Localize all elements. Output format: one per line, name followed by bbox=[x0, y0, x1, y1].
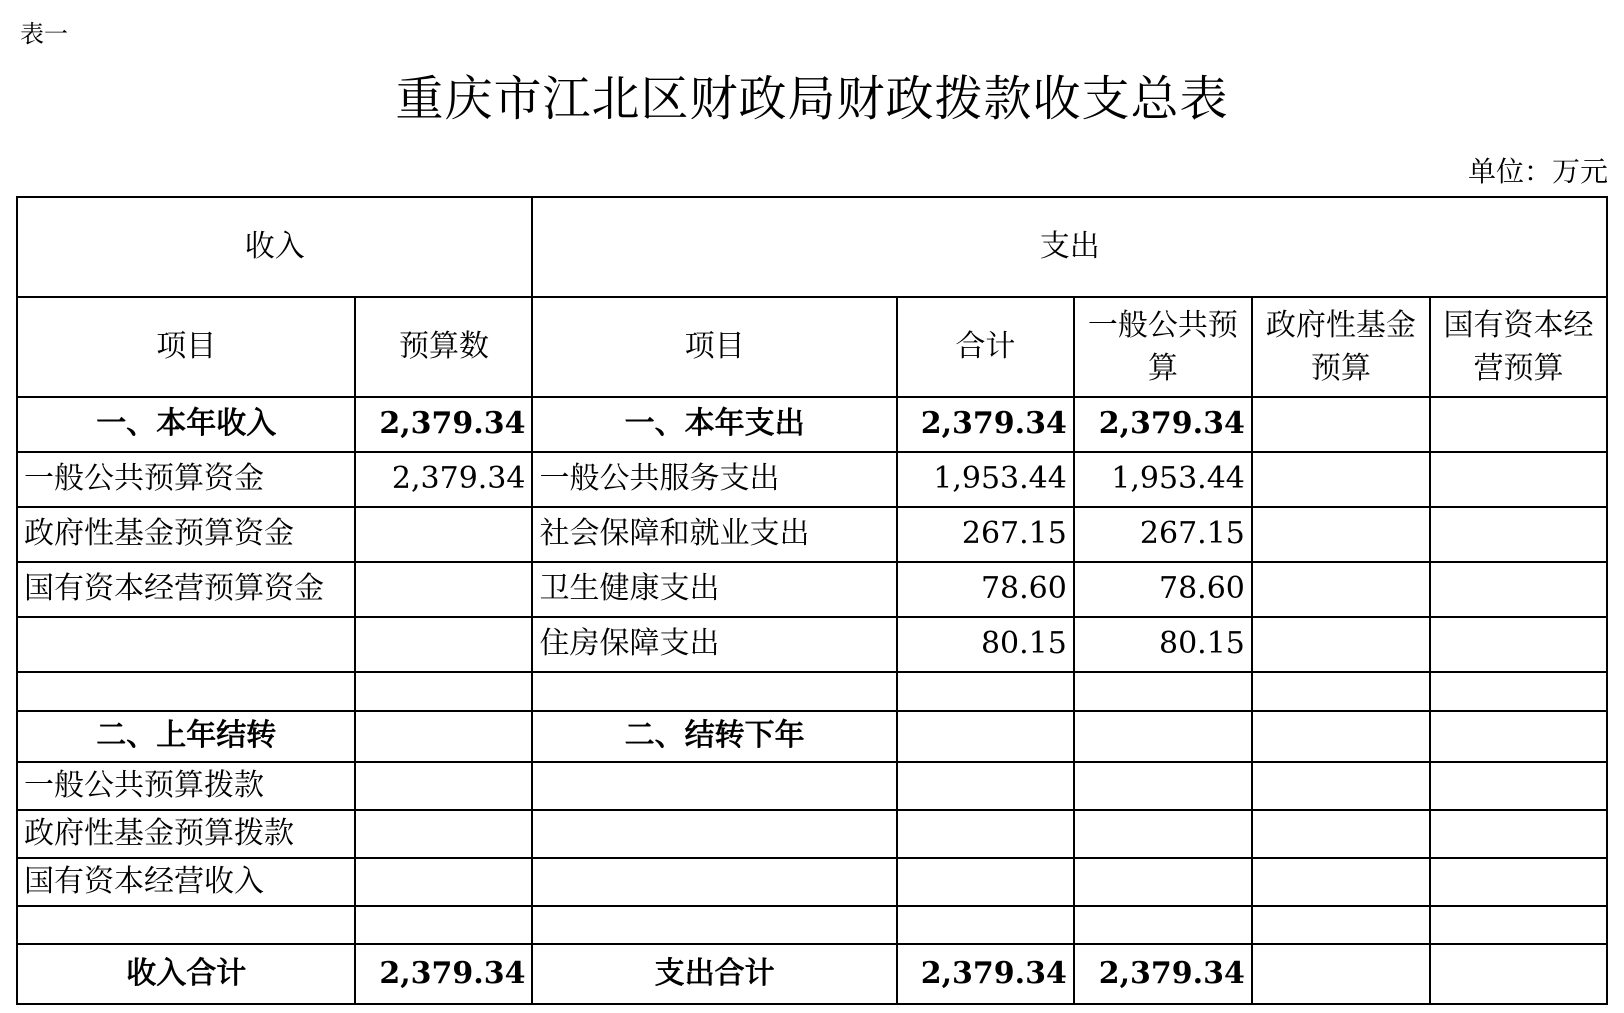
income-item-cell: 二、上年结转 bbox=[17, 711, 355, 762]
table-row bbox=[17, 452, 1607, 507]
expense-general-cell bbox=[1074, 672, 1252, 711]
page-title: 重庆市江北区财政局财政拨款收支总表 bbox=[395, 71, 1229, 127]
expense-item-cell bbox=[532, 672, 896, 711]
table-row bbox=[17, 397, 1607, 452]
expense-state-cell bbox=[1430, 507, 1607, 562]
income-value-cell bbox=[355, 810, 532, 858]
budget-amount-header: 预算数 bbox=[355, 297, 532, 397]
expense-general-cell bbox=[1074, 858, 1252, 906]
expense-gov-cell bbox=[1252, 810, 1430, 858]
expense-state-cell bbox=[1430, 562, 1607, 617]
income-value-cell: 2,379.34 bbox=[355, 452, 532, 507]
expense-item-header: 项目 bbox=[532, 297, 896, 397]
income-item-cell: 一、本年收入 bbox=[17, 397, 355, 452]
expense-gov-cell bbox=[1252, 672, 1430, 711]
expense-total-cell bbox=[897, 762, 1074, 810]
expense-section-header: 支出 bbox=[532, 197, 1607, 297]
expense-total-label: 支出合计 bbox=[532, 944, 896, 1004]
expense-state-cell bbox=[1430, 617, 1607, 672]
expense-gov-total bbox=[1252, 944, 1430, 1004]
income-value-cell bbox=[355, 672, 532, 711]
expense-total-cell bbox=[897, 858, 1074, 906]
expense-total-cell: 1,953.44 bbox=[897, 452, 1074, 507]
expense-general-cell bbox=[1074, 810, 1252, 858]
expense-item-cell: 社会保障和就业支出 bbox=[532, 507, 896, 562]
expense-total-cell bbox=[897, 672, 1074, 711]
table-row bbox=[17, 906, 1607, 944]
table-number: 表一 bbox=[20, 20, 68, 48]
expense-item-cell bbox=[532, 762, 896, 810]
expense-state-cell bbox=[1430, 762, 1607, 810]
income-value-cell bbox=[355, 762, 532, 810]
income-section-header: 收入 bbox=[17, 197, 532, 297]
income-total-label: 收入合计 bbox=[17, 944, 355, 1004]
expense-state-cell bbox=[1430, 452, 1607, 507]
expense-gov-cell bbox=[1252, 452, 1430, 507]
expense-state-cell bbox=[1430, 906, 1607, 944]
expense-total-value: 2,379.34 bbox=[897, 944, 1074, 1004]
income-item-cell bbox=[17, 906, 355, 944]
income-value-cell bbox=[355, 562, 532, 617]
income-item-cell: 政府性基金预算资金 bbox=[17, 507, 355, 562]
expense-total-cell: 267.15 bbox=[897, 507, 1074, 562]
expense-gov-cell bbox=[1252, 762, 1430, 810]
totals-row bbox=[17, 944, 1607, 1004]
expense-item-cell bbox=[532, 810, 896, 858]
expense-state-cell bbox=[1430, 810, 1607, 858]
table-row bbox=[17, 711, 1607, 762]
income-item-cell: 一般公共预算资金 bbox=[17, 452, 355, 507]
expense-total-cell bbox=[897, 810, 1074, 858]
unit-label: 单位：万元 bbox=[1467, 155, 1608, 188]
income-value-cell bbox=[355, 711, 532, 762]
expense-total-cell: 80.15 bbox=[897, 617, 1074, 672]
expense-general-cell: 1,953.44 bbox=[1074, 452, 1252, 507]
table-row bbox=[17, 762, 1607, 810]
income-value-cell bbox=[355, 617, 532, 672]
section-header-row bbox=[17, 197, 1607, 297]
expense-gov-cell bbox=[1252, 507, 1430, 562]
expense-general-cell bbox=[1074, 906, 1252, 944]
expense-gov-cell bbox=[1252, 617, 1430, 672]
income-item-cell bbox=[17, 672, 355, 711]
expense-general-total: 2,379.34 bbox=[1074, 944, 1252, 1004]
expense-gov-cell bbox=[1252, 906, 1430, 944]
expense-gov-cell bbox=[1252, 397, 1430, 452]
gov-fund-budget-header: 政府性基金预算 bbox=[1252, 297, 1430, 397]
expense-general-cell: 78.60 bbox=[1074, 562, 1252, 617]
expense-item-cell: 一、本年支出 bbox=[532, 397, 896, 452]
state-capital-budget-header: 国有资本经营预算 bbox=[1430, 297, 1607, 397]
expense-general-cell: 267.15 bbox=[1074, 507, 1252, 562]
expense-total-cell bbox=[897, 906, 1074, 944]
expense-state-total bbox=[1430, 944, 1607, 1004]
general-public-budget-header: 一般公共预算 bbox=[1074, 297, 1252, 397]
income-item-cell: 国有资本经营收入 bbox=[17, 858, 355, 906]
expense-gov-cell bbox=[1252, 711, 1430, 762]
table-row bbox=[17, 810, 1607, 858]
income-value-cell bbox=[355, 858, 532, 906]
expense-item-cell: 一般公共服务支出 bbox=[532, 452, 896, 507]
expense-total-cell bbox=[897, 711, 1074, 762]
expense-general-cell bbox=[1074, 711, 1252, 762]
expense-state-cell bbox=[1430, 711, 1607, 762]
table-row bbox=[17, 562, 1607, 617]
expense-general-cell: 80.15 bbox=[1074, 617, 1252, 672]
expense-general-cell bbox=[1074, 762, 1252, 810]
table-row bbox=[17, 617, 1607, 672]
income-item-cell: 政府性基金预算拨款 bbox=[17, 810, 355, 858]
table-row bbox=[17, 507, 1607, 562]
budget-table bbox=[16, 196, 1608, 1005]
income-value-cell bbox=[355, 906, 532, 944]
column-header-row bbox=[17, 297, 1607, 397]
expense-item-cell bbox=[532, 906, 896, 944]
income-item-cell bbox=[17, 617, 355, 672]
income-item-header: 项目 bbox=[17, 297, 355, 397]
expense-gov-cell bbox=[1252, 562, 1430, 617]
total-header: 合计 bbox=[897, 297, 1074, 397]
expense-item-cell: 卫生健康支出 bbox=[532, 562, 896, 617]
income-value-cell bbox=[355, 507, 532, 562]
expense-state-cell bbox=[1430, 397, 1607, 452]
expense-item-cell: 二、结转下年 bbox=[532, 711, 896, 762]
expense-gov-cell bbox=[1252, 858, 1430, 906]
expense-total-cell: 2,379.34 bbox=[897, 397, 1074, 452]
expense-state-cell bbox=[1430, 858, 1607, 906]
expense-item-cell: 住房保障支出 bbox=[532, 617, 896, 672]
expense-general-cell: 2,379.34 bbox=[1074, 397, 1252, 452]
expense-state-cell bbox=[1430, 672, 1607, 711]
income-item-cell: 国有资本经营预算资金 bbox=[17, 562, 355, 617]
income-value-cell: 2,379.34 bbox=[355, 397, 532, 452]
expense-item-cell bbox=[532, 858, 896, 906]
income-total-value: 2,379.34 bbox=[355, 944, 532, 1004]
table-row bbox=[17, 858, 1607, 906]
income-item-cell: 一般公共预算拨款 bbox=[17, 762, 355, 810]
expense-total-cell: 78.60 bbox=[897, 562, 1074, 617]
table-row bbox=[17, 672, 1607, 711]
